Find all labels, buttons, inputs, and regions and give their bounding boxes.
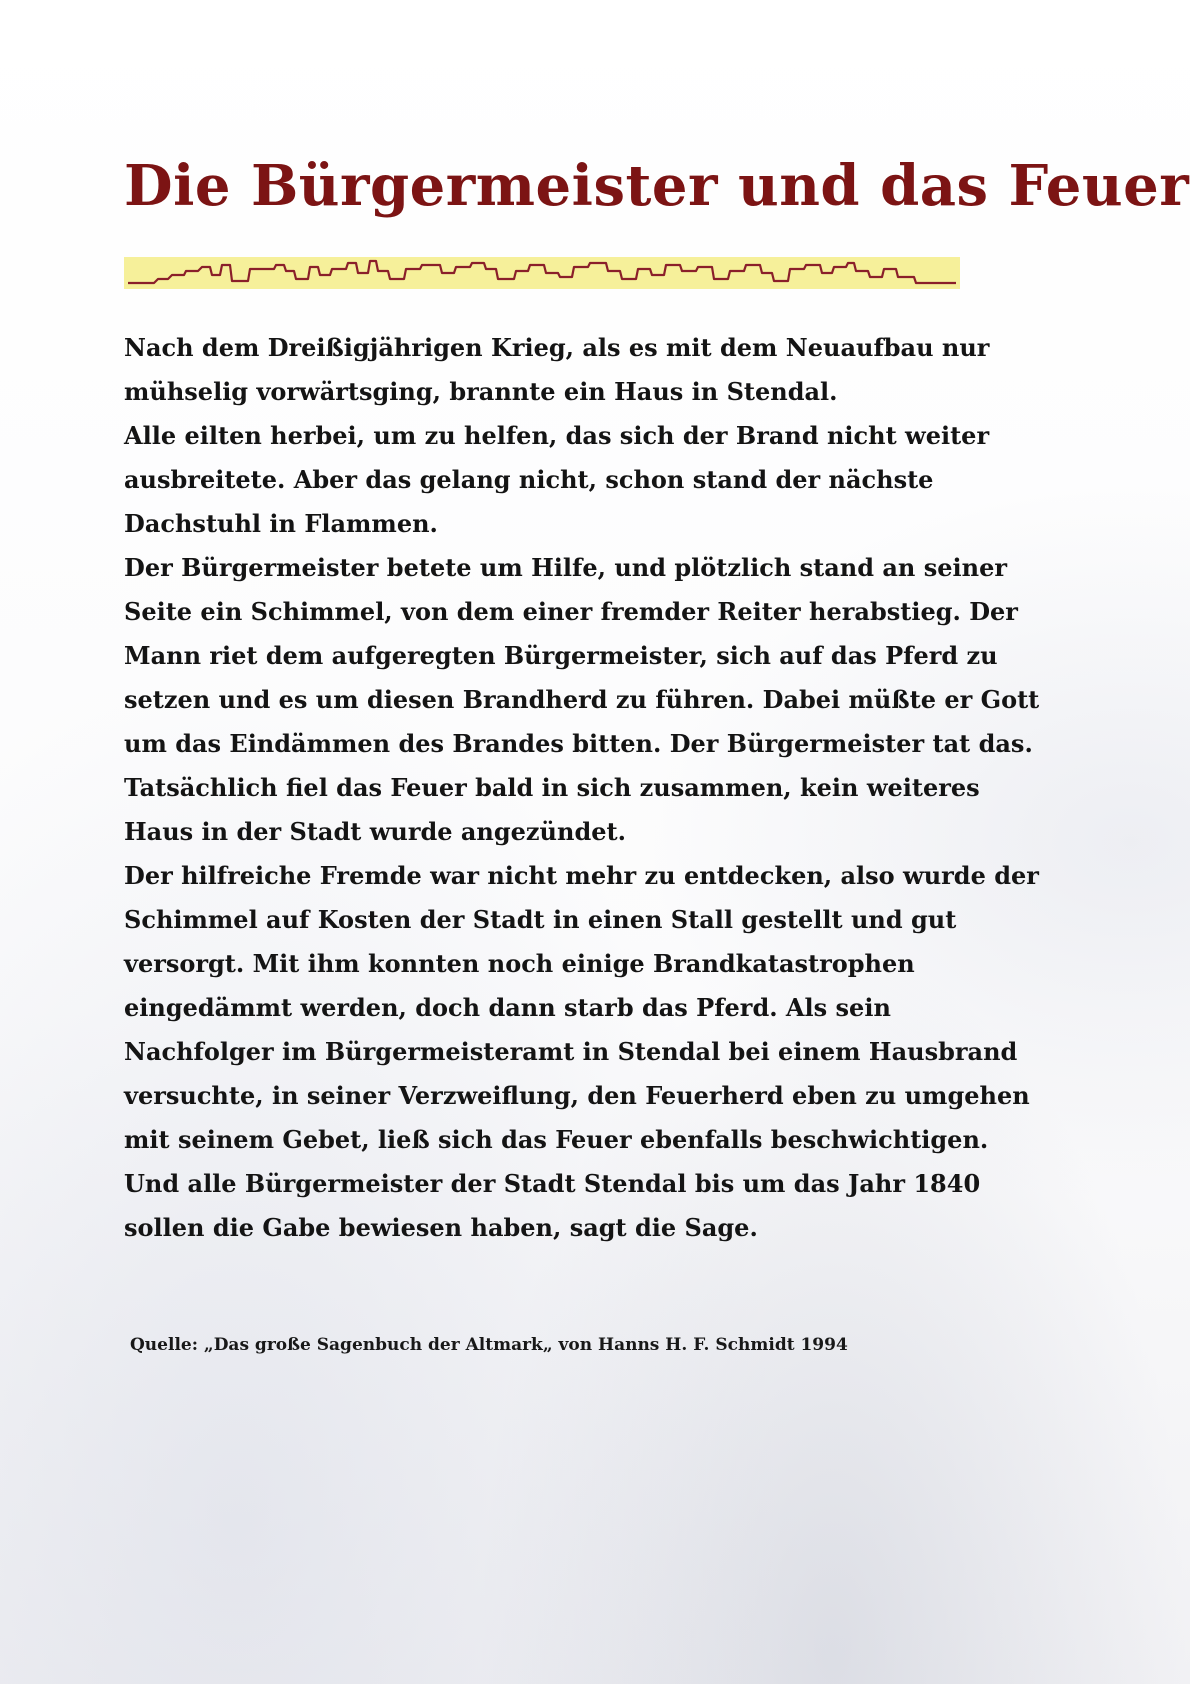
story-paragraph: Nach dem Dreißigjährigen Krieg, als es mit dem Neuaufbau nur mühselig vorwärtsging, brannte ein Haus in Stendal. <box>124 333 990 406</box>
story-paragraph: Der hilfreiche Fremde war nicht mehr zu entdecken, also wurde der Schimmel auf Kosten der Stadt in einen Stall gestellt und gut versorgt. Mit ihm konnten noch einige Brandkatastrophen eingedämmt werden, doch dann starb das Pferd. Als sein Nachfolger im Bürgermeisteramt in Stendal bei einem Hausbrand versuchte, in seiner Verzweiflung, den Feuerherd eben zu umgehen mit seinem Gebet, ließ sich das Feuer ebenfalls beschwichtigen. <box>124 861 1039 1154</box>
story-paragraph: Und alle Bürgermeister der Stadt Stendal bis um das Jahr 1840 sollen die Gabe bewiesen haben, sagt die Sage. <box>124 1169 981 1242</box>
story-text <box>124 326 1044 1250</box>
story-paragraph: Der Bürgermeister betete um Hilfe, und plötzlich stand an seiner Seite ein Schimmel, von dem einer fremder Reiter herabstieg. Der Mann riet dem aufgeregten Bürgermeister, sich auf das Pferd zu setzen und es um diesen Brandherd zu führen. Dabei müßte er Gott um das Eindämmen des Brandes bitten. Der Bürgermeister tat das. Tatsächlich fiel das Feuer bald in sich zusammen, kein weiteres Haus in der Stadt wurde angezündet. <box>124 553 1040 846</box>
source-citation: Quelle: „Das große Sagenbuch der Altmark„ von Hanns H. F. Schmidt 1994 <box>130 1335 848 1355</box>
story-paragraph: Alle eilten herbei, um zu helfen, das sich der Brand nicht weiter ausbreitete. Aber das gelang nicht, schon stand der nächste Dachstuhl in Flammen. <box>124 421 990 538</box>
town-skyline-ornament-icon <box>124 257 960 289</box>
document-title: Die Bürgermeister und das Feuer <box>124 153 1190 219</box>
